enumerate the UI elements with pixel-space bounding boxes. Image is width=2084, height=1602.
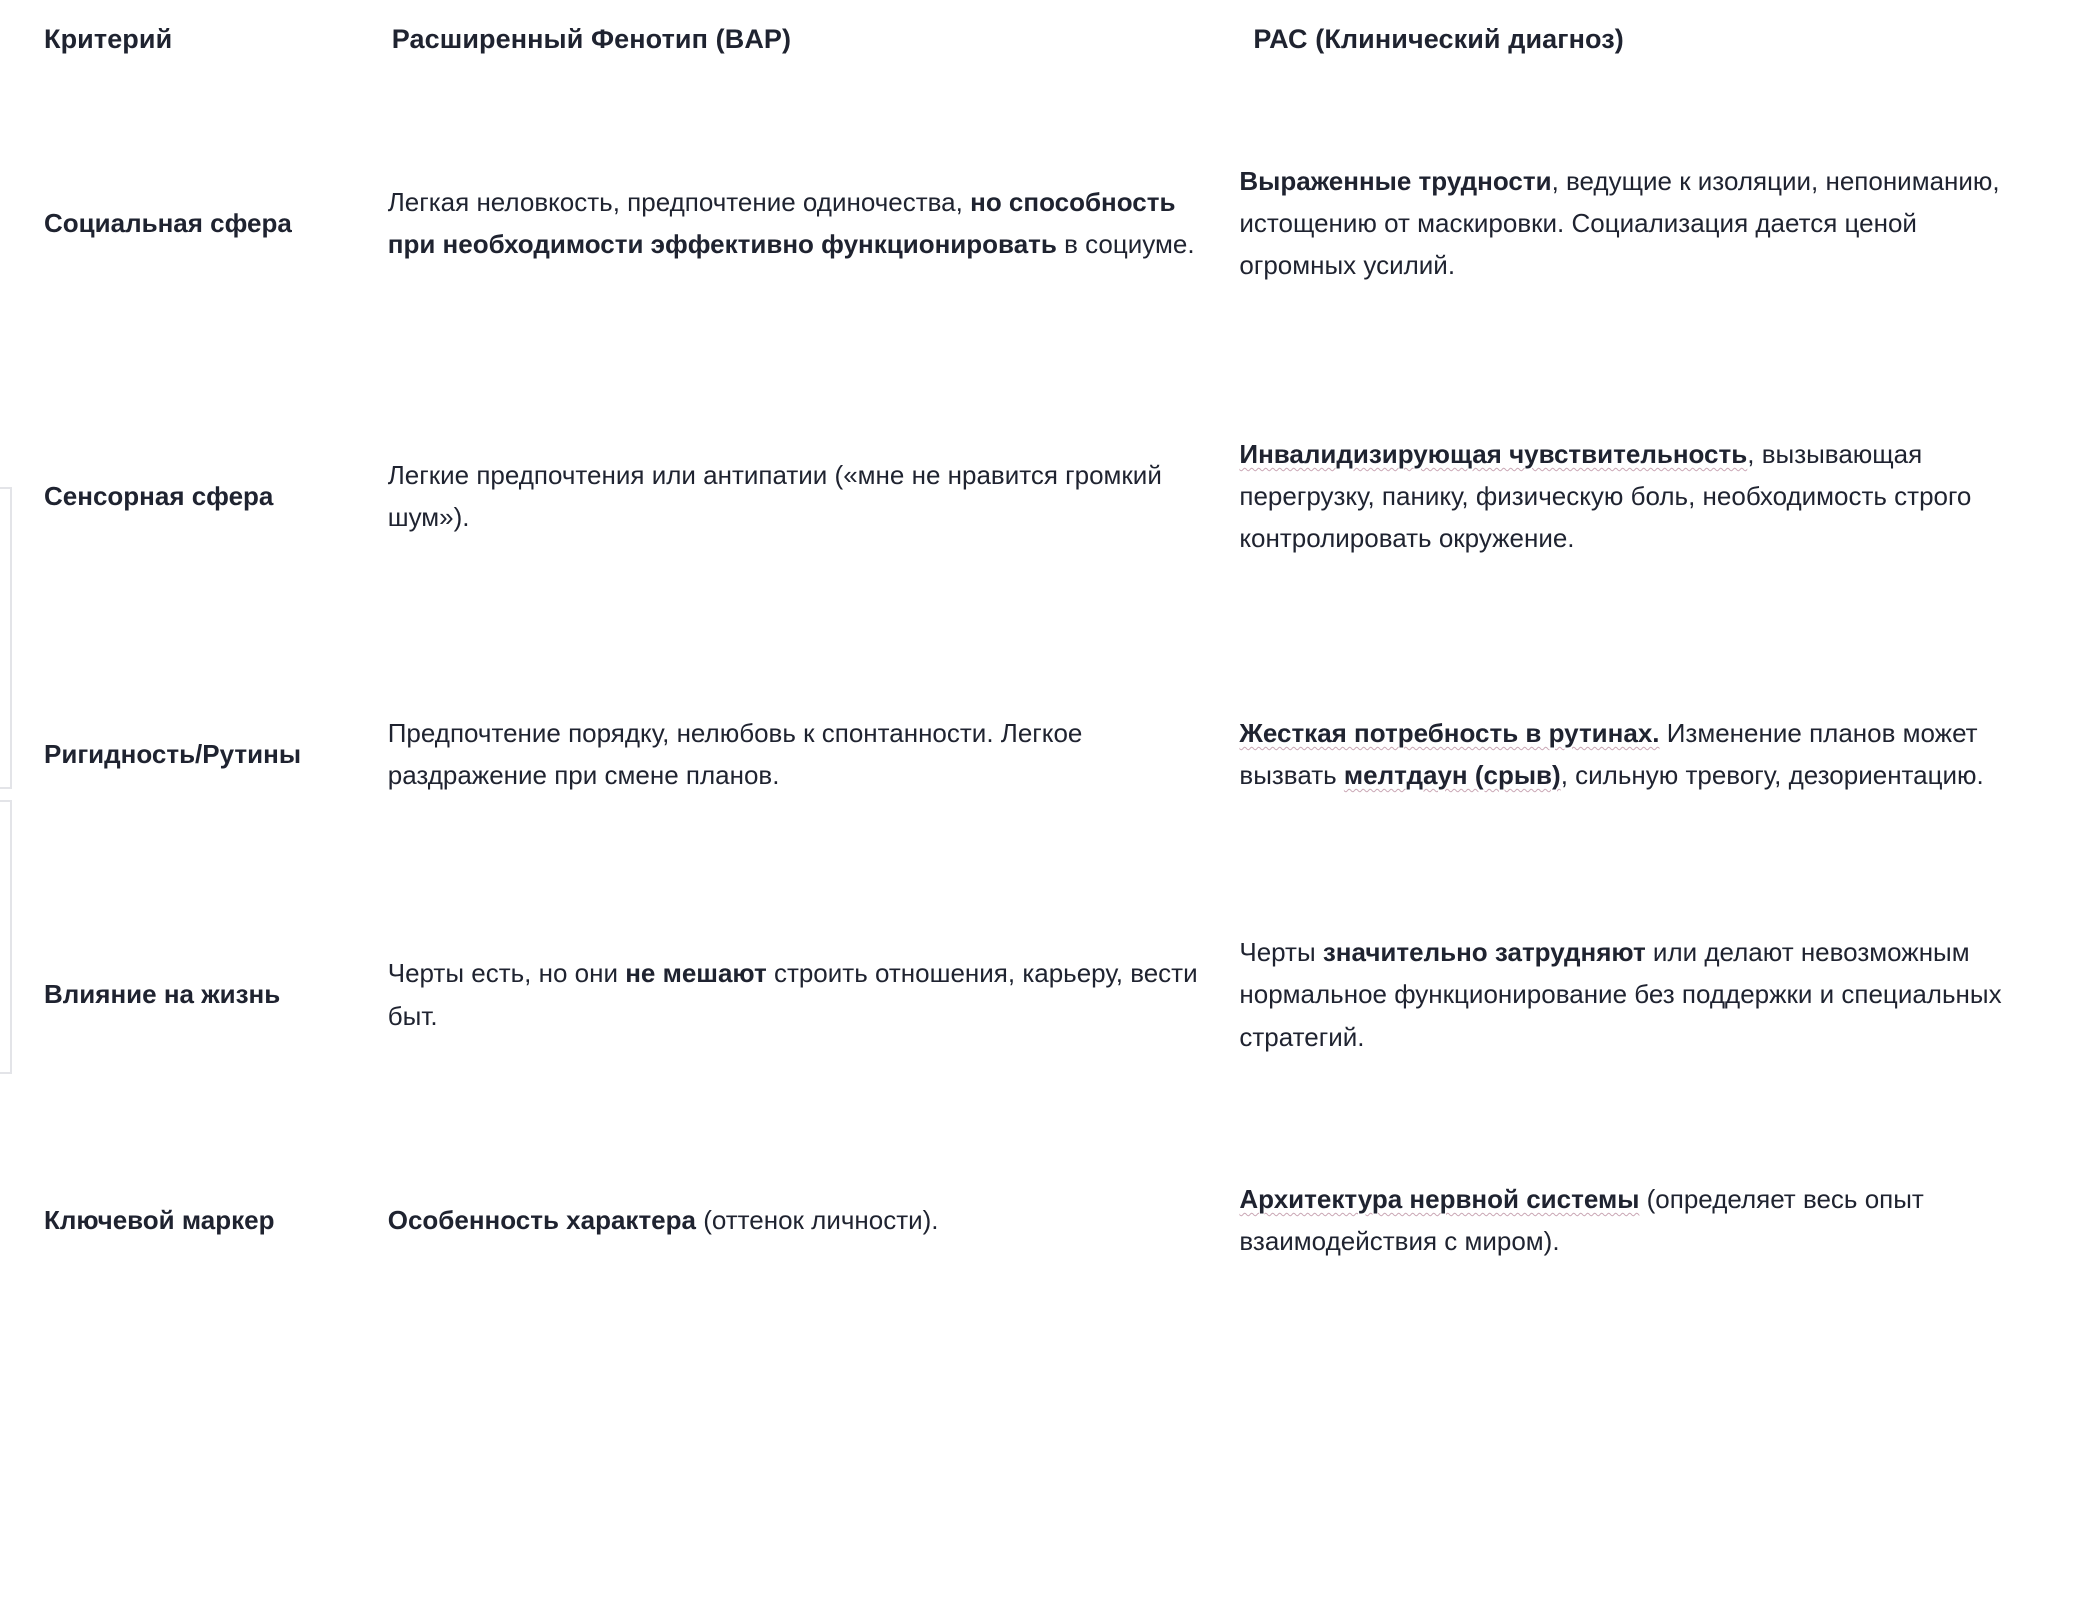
asd-marker-bold: Архитектура нервной системы [1239,1183,1640,1214]
asd-marker-rest: (определяет весь опыт взаимодействия с миром). [1239,1183,1924,1256]
table-body [38,89,2044,1324]
left-edge-marker-2 [0,800,12,1074]
table-row [38,357,2044,635]
row-criterion-life-impact: Влияние на жизнь [44,979,281,1010]
bap-life-text-2: строить отношения, карьеру, вести быт. [387,958,1198,1031]
bap-life-text-1: Черты есть, но они [387,958,626,989]
left-edge-marker-1 [0,487,12,789]
bap-social-text-2: но способность при необходимости эффективно [387,186,1176,259]
asd-sensory-lead: Инвалидизирующая чувствительность [1239,438,1748,469]
asd-social-rest: , ведущие к изоляции, непониманию, истощению от маскировки. Социализация дается ценой огромных усилий. [1239,165,2000,281]
row-criterion-key-marker: Ключевой маркер [44,1204,275,1235]
table-header-row [38,18,2044,89]
column-header-bap: Расширенный Фенотип (BAP) [391,24,792,54]
table-row [38,89,2044,357]
asd-life-rest: или делают невозможным нормальное функционирование без поддержки и специальных стратегий. [1239,937,2002,1052]
asd-sensory-rest: , вызывающая перегрузку, панику, физическую боль, необходимость строго контролировать окружение. [1239,438,1972,554]
bap-marker-bold: Особенность характера [387,1204,696,1235]
asd-life-bold: значительно затрудняют [1322,937,1646,968]
row-asd-social [1233,89,2044,357]
column-header-asd: РАС (Клинический диагноз) [1253,24,1624,54]
asd-rigidity-rest: , сильную тревогу, дезориентацию. [1560,760,1984,790]
bap-marker-rest: (оттенок личности). [695,1204,939,1235]
row-criterion-rigidity: Ригидность/Рутины [44,738,302,769]
table-row [38,873,2044,1116]
comparison-table [38,18,2044,1324]
asd-life-pre: Черты [1239,937,1323,968]
asd-rigidity-mid: Изменение планов может вызвать [1239,717,1978,790]
row-asd-rigidity [1233,635,2044,873]
asd-social-lead: Выраженные трудности [1239,165,1552,196]
bap-social-text-1: Легкая неловкость, предпочтение одиночества, [387,186,963,217]
bap-sensory-text-1: Легкие предпочтения или антипатии [387,459,828,490]
row-asd-life-impact [1233,873,2044,1116]
row-bap-social [382,89,1234,357]
bap-life-bold: не мешают [625,958,767,989]
row-bap-sensory [382,357,1234,635]
column-header-criterion: Критерий [44,24,173,54]
bap-rigidity-text-2: к спонтанности. Легкое раздражение при смене планов. [387,717,1083,790]
row-bap-key-marker [382,1116,1234,1324]
row-asd-key-marker [1233,1116,2044,1324]
asd-rigidity-lead: Жесткая потребность в рутинах. [1239,717,1660,748]
row-asd-sensory [1233,357,2044,635]
bap-social-text-3: функционировать [821,229,1057,259]
bap-rigidity-text-1: Предпочтение порядку, нелюбовь [387,717,796,748]
asd-rigidity-bold2: мелтдаун (срыв) [1343,760,1561,790]
bap-sensory-text-2: («мне не нравится громкий шум»). [387,459,1162,532]
row-bap-rigidity [382,635,1234,873]
bap-social-text-4: в социуме. [1056,229,1195,259]
row-bap-life-impact [382,873,1234,1116]
table-row [38,635,2044,873]
row-criterion-social: Социальная сфера [44,207,292,238]
row-criterion-sensory: Сенсорная сфера [44,480,274,511]
table-row [38,1116,2044,1324]
table-head [38,18,2044,89]
